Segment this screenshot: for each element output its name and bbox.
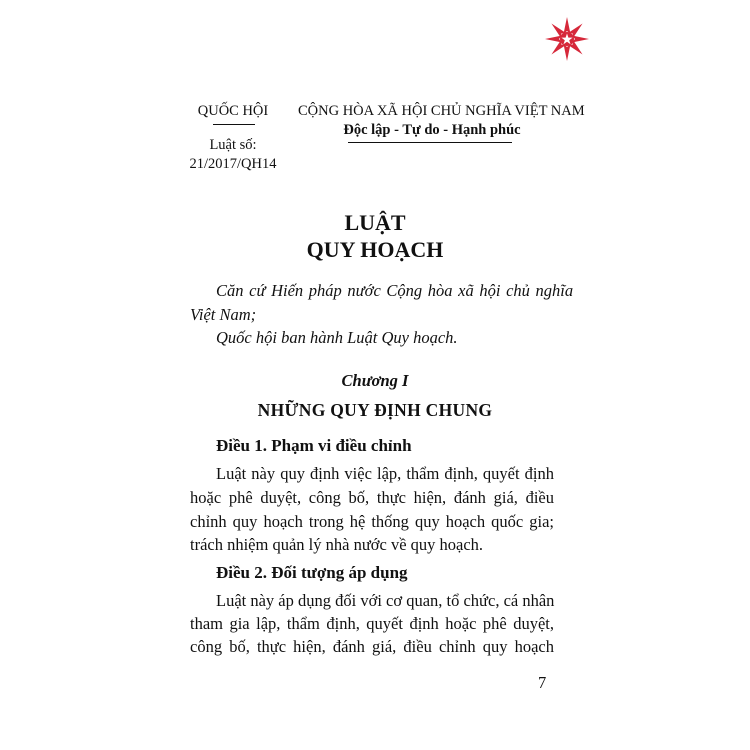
article-text-line: chỉnh quy hoạch trong hệ thống quy hoạch quốc gia;	[190, 512, 554, 531]
agency-underline	[213, 124, 255, 125]
article-text-line: Luật này quy định việc lập, thẩm định, quyết định	[216, 464, 554, 483]
motto-underline	[348, 142, 512, 143]
issuing-agency: QUỐC HỘI	[197, 103, 269, 119]
article-heading: Điều 2. Đối tượng áp dụng	[216, 563, 408, 582]
publisher-logo-icon	[542, 14, 592, 64]
page-number: 7	[538, 673, 547, 692]
article-text-line: Luật này áp dụng đối với cơ quan, tổ chức, cá nhân	[216, 591, 555, 610]
national-motto: Độc lập - Tự do - Hạnh phúc	[343, 122, 521, 138]
preamble-line: Quốc hội ban hành Luật Quy hoạch.	[216, 328, 458, 347]
law-number-label: Luật số:	[209, 137, 257, 153]
article-heading: Điều 1. Phạm vi điều chỉnh	[216, 436, 412, 455]
article-text-line: trách nhiệm quản lý nhà nước về quy hoạch.	[190, 535, 484, 554]
republic-name: CỘNG HÒA XÃ HỘI CHỦ NGHĨA VIỆT NAM	[298, 103, 585, 119]
preamble-line: Căn cứ Hiến pháp nước Cộng hòa xã hội chủ nghĩa	[216, 281, 574, 300]
chapter-title: NHỮNG QUY ĐỊNH CHUNG	[257, 400, 493, 420]
article-text-line: tham gia lập, thẩm định, quyết định hoặc phê duyệt,	[190, 614, 554, 633]
chapter-label: Chương I	[341, 371, 409, 390]
article-text-line: hoặc phê duyệt, công bố, thực hiện, đánh giá, điều	[190, 488, 554, 507]
law-number: 21/2017/QH14	[189, 156, 277, 172]
document-type: LUẬT	[344, 210, 406, 235]
preamble-line: Việt Nam;	[190, 305, 257, 324]
article-text-line: công bố, thực hiện, đánh giá, điều chỉnh quy hoạch	[190, 637, 554, 656]
document-title: QUY HOẠCH	[306, 237, 444, 262]
